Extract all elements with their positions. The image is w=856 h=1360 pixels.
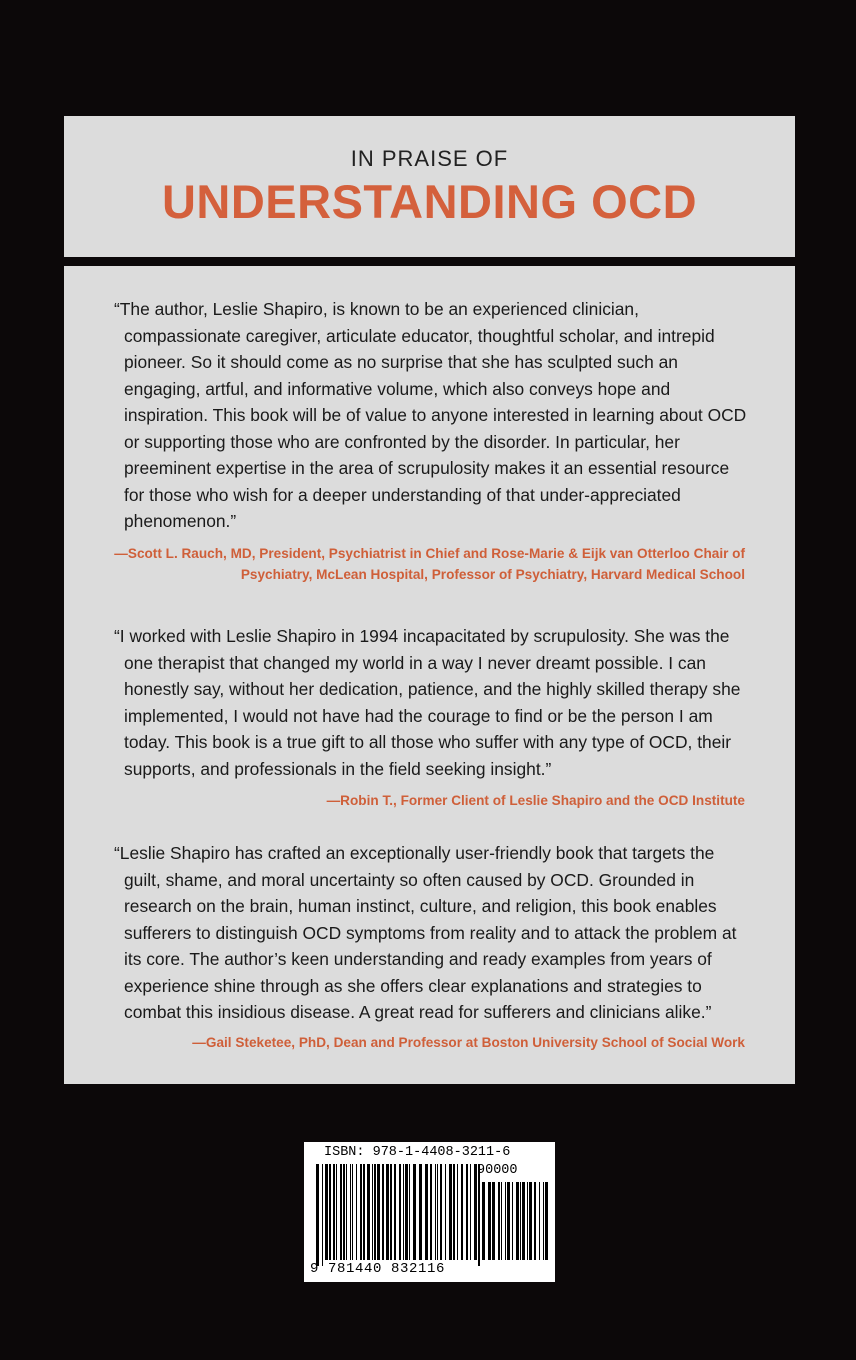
quote-attribution: —Robin T., Former Client of Leslie Shapiro and the OCD Institute [326,793,745,808]
quote-block [114,623,754,782]
quote-attribution: —Gail Steketee, PhD, Dean and Professor at Boston University School of Social Work [192,1035,745,1050]
quote-text: “I worked with Leslie Shapiro in 1994 incapacitated by scrupulosity. She was the one therapist that changed my world in a way I never dreamt possible. I can honestly say, without her dedication, patience, and the highly skilled therapy she implemented, I would not have had the courage to find or be the person I am today. This book is a true gift to all those who suffer with any type of OCD, their supports, and professionals in the field seeking insight.” [114,626,741,779]
quote-block [114,840,754,1026]
quote-attribution: —Scott L. Rauch, MD, President, Psychiatrist in Chief and Rose-Marie & Eijk van Otterloo Chair of Psychiatry, McLean Hospital, Professor of Psychiatry, Harvard Medical School [114,546,745,582]
quotes-panel [64,266,795,1084]
barcode-digits: 9 781440 832116 [310,1261,446,1277]
barcode-area [304,1142,555,1282]
quote-text: “The author, Leslie Shapiro, is known to be an experienced clinician, compassionate caregiver, articulate educator, thoughtful scholar, and intrepid pioneer. So it should come as no surprise that she has sculpted such an engaging, artful, and informative volume, which also conveys hope and inspiration. This book will be of value to anyone interested in learning about OCD or supporting those who are confronted by the disorder. In particular, her preeminent expertise in the area of scrupulosity makes it an essential resource for those who wish for a deeper understanding of that under-appreciated phenomenon.” [114,299,747,531]
isbn-label: ISBN: 978-1-4408-3211-6 [324,1145,511,1160]
price-code: 90000 [477,1163,518,1178]
book-title: UNDERSTANDING OCD [161,175,698,228]
praise-heading: IN PRAISE OF [350,146,509,171]
quote-text: “Leslie Shapiro has crafted an exceptionally user-friendly book that targets the guilt, shame, and moral uncertainty so often caused by OCD. Grounded in research on the brain, human instinct, culture, and religion, this book enables sufferers to distinguish OCD symptoms from reality and to attack the problem at its core. The author’s keen understanding and ready examples from years of experience shine through as she offers clear explanations and strategies to combat this insidious disease. A great read for sufferers and clinicians alike.” [114,843,737,1022]
title-panel [64,116,795,257]
quote-block [114,296,754,535]
